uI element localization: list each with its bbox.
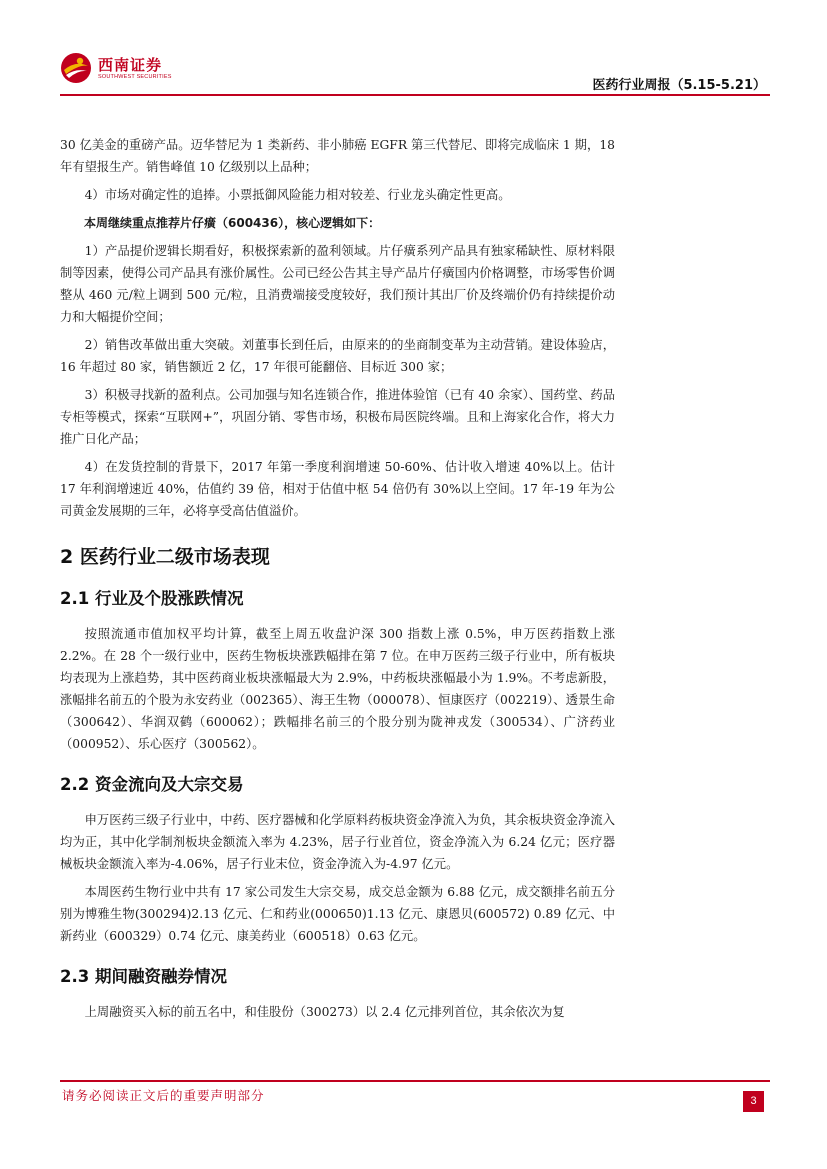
paragraph: 按照流通市值加权平均计算，截至上周五收盘沪深 300 指数上涨 0.5%，申万医药指数上涨 2.2%。在 28 个一级行业中，医药生物板块涨跌幅排在第 7 位。在申万医药三级子行业中，所有板块均表现为上涨趋势，其中医药商业板块涨幅最大为 2.9%，中药板块涨幅最小为 1.9%。不考虑新股，涨幅排名前五的个股为永安药业（002365）、海王生物（000078）、恒康医疗（002219）、透景生命（300642）、华润双鹤（600062）；跌幅排名前三的个股分别为陇神戎发（300534）、广济药业（000952）、乐心医疗（300562）。 <box>60 627 615 751</box>
paragraph: 2）销售改革做出重大突破。刘董事长到任后，由原来的的坐商制变革为主动营销。建设体验店，16 年超过 80 家，销售额近 2 亿，17 年很可能翻倍、目标近 300 家； <box>60 338 615 374</box>
paragraph: 4）在发货控制的背景下，2017 年第一季度利润增速 50-60%、估计收入增速 40%以上。估计 17 年利润增速近 40%，估值约 39 倍，相对于估值中枢 54 倍仍有 30%以上空间。17 年-19 年为公司黄金发展期的三年，必将享受高估值溢价。 <box>60 460 615 518</box>
subsection-heading: 2.1 行业及个股涨跌情况 <box>60 589 244 608</box>
section-heading: 2 医药行业二级市场表现 <box>60 546 270 568</box>
logo-chinese-name: 西南证券 <box>98 55 163 74</box>
logo-english-name: SOUTHWEST SECURITIES <box>98 73 172 80</box>
page-number: 3 <box>743 1091 764 1112</box>
logo-text <box>98 56 172 81</box>
paragraph: 申万医药三级子行业中，中药、医疗器械和化学原料药板块资金净流入为负，其余板块资金净流入均为正，其中化学制剂板块金额流入率为 4.23%，居子行业首位，资金净流入为 6.24 亿元；医疗器械板块金额流入率为-4.06%，居子行业末位，资金净流入为-4.97 亿元。 <box>60 813 615 871</box>
paragraph: 本周医药生物行业中共有 17 家公司发生大宗交易，成交总金额为 6.88 亿元，成交额排名前五分别为博雅生物(300294)2.13 亿元、仁和药业(000650)1.13 亿元、康恩贝(600572) 0.89 亿元、中新药业（600329）0.74 亿元、康美药业（600518）0.63 亿元。 <box>60 885 615 943</box>
page-header <box>60 44 770 94</box>
southwest-securities-logo-icon <box>60 52 92 84</box>
paragraph: 4）市场对确定性的追捧。小票抵御风险能力相对较差、行业龙头确定性更高。 <box>84 188 511 202</box>
paragraph: 30 亿美金的重磅产品。迈华替尼为 1 类新药、非小肺癌 EGFR 第三代替尼、即将完成临床 1 期，18 年有望报生产。销售峰值 10 亿级别以上品种； <box>60 138 615 174</box>
company-logo <box>60 50 172 86</box>
paragraph: 3）积极寻找新的盈利点。公司加强与知名连锁合作，推进体验馆（已有 40 余家）、国药堂、药品专柜等模式，探索“互联网+”，巩固分销、零售市场，积极布局医院终端。且和上海家化合作，将大力推广日化产品； <box>60 388 615 446</box>
footer-disclaimer: 请务必阅读正文后的重要声明部分 <box>62 1088 265 1103</box>
paragraph: 上周融资买入标的前五名中，和佳股份（300273）以 2.4 亿元排列首位，其余依次为复 <box>84 1005 565 1019</box>
footer-divider <box>60 1080 770 1082</box>
main-content <box>60 134 615 1029</box>
subsection-heading: 2.2 资金流向及大宗交易 <box>60 775 244 794</box>
report-title: 医药行业周报（5.15-5.21） <box>592 78 766 93</box>
header-divider <box>60 94 770 96</box>
subsection-heading: 2.3 期间融资融券情况 <box>60 967 227 986</box>
recommendation-heading: 本周继续重点推荐片仔癀（600436），核心逻辑如下： <box>84 216 381 230</box>
paragraph: 1）产品提价逻辑长期看好，积极探索新的盈利领域。片仔癀系列产品具有独家稀缺性、原材料限制等因素，使得公司产品具有涨价属性。公司已经公告其主导产品片仔癀国内价格调整，市场零售价调整从 460 元/粒上调到 500 元/粒，且消费端接受度较好，我们预计其出厂价及终端价仍有持续提价动力和大幅提价空间； <box>60 244 615 324</box>
